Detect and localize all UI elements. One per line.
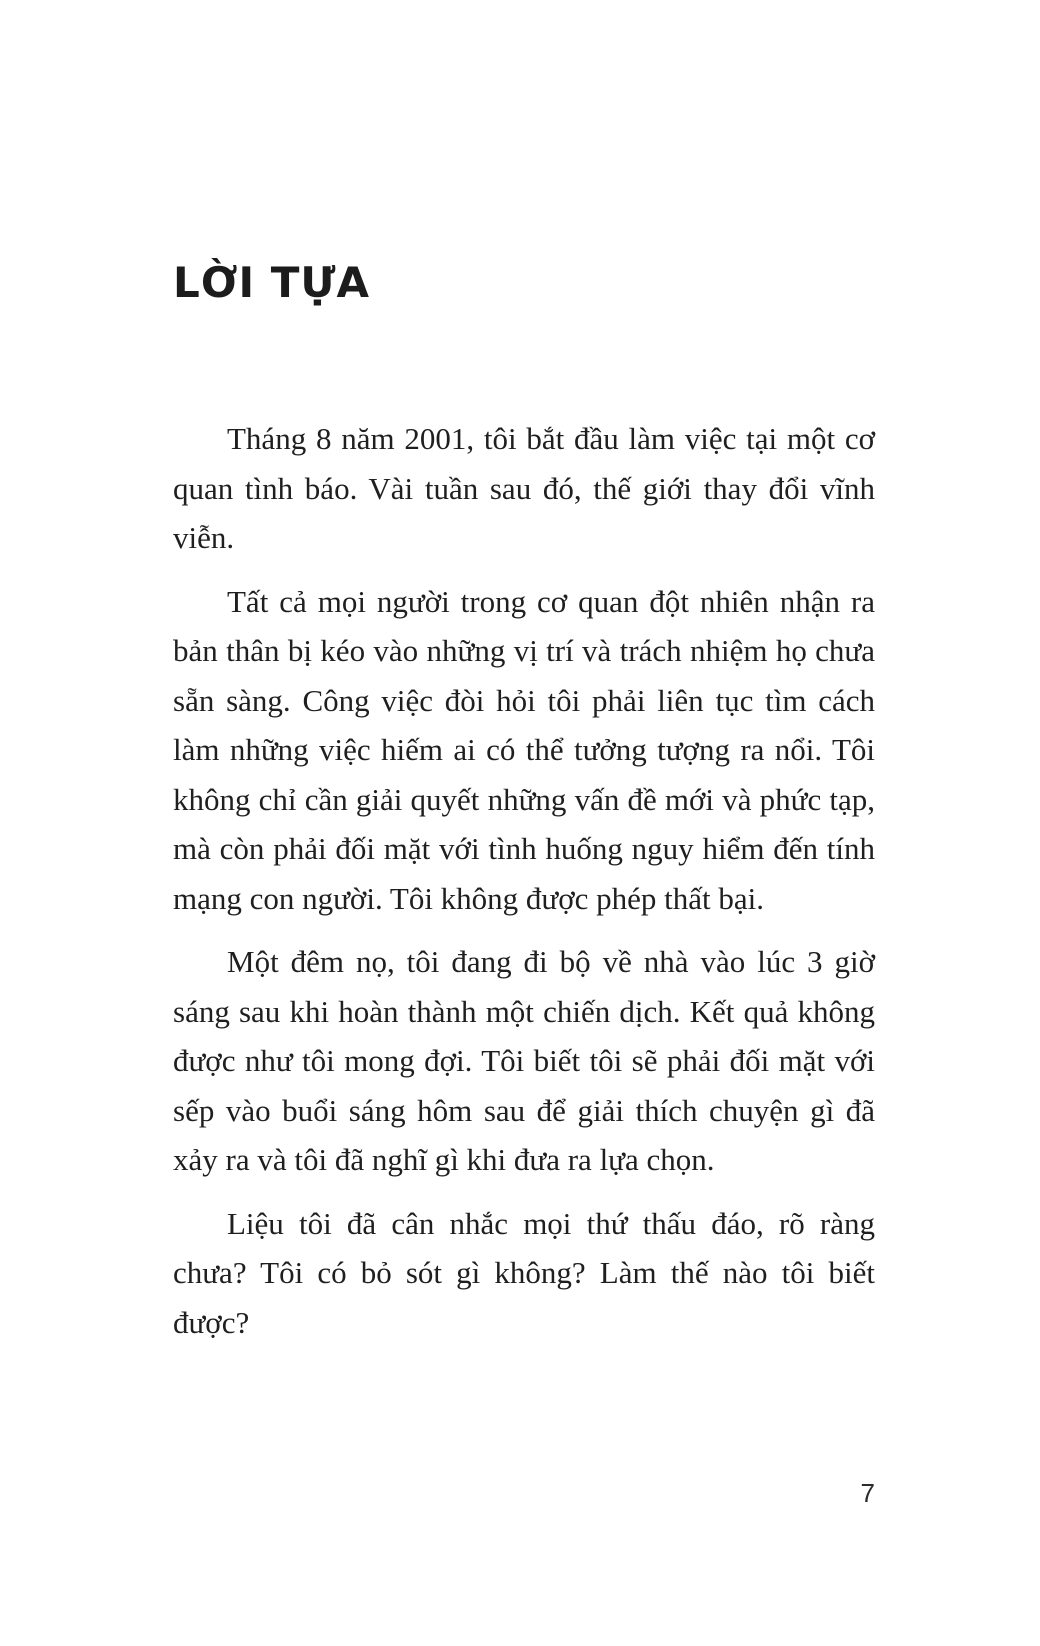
paragraph: Tất cả mọi người trong cơ quan đột nhiên nhận ra bản thân bị kéo vào những vị trí và trách nhiệm họ chưa sẵn sàng. Công việc đòi hỏi tôi phải liên tục tìm cách làm những việc hiếm ai có thể tưởng tượng ra nổi. Tôi không chỉ cần giải quyết những vấn đề mới và phức tạp, mà còn phải đối mặt với tình huống nguy hiểm đến tính mạng con người. Tôi không được phép thất bại. bbox=[173, 583, 875, 916]
paragraph: Liệu tôi đã cân nhắc mọi thứ thấu đáo, rõ ràng chưa? Tôi có bỏ sót gì không? Làm thế nào tôi biết được? bbox=[173, 1205, 875, 1340]
page-number: 7 bbox=[860, 1478, 875, 1508]
paragraph: Một đêm nọ, tôi đang đi bộ về nhà vào lúc 3 giờ sáng sau khi hoàn thành một chiến dịch. Kết quả không được như tôi mong đợi. Tôi biết tôi sẽ phải đối mặt với sếp vào buổi sáng hôm sau để giải thích chuyện gì đã xảy ra và tôi đã nghĩ gì khi đưa ra lựa chọn. bbox=[173, 944, 875, 1177]
body-text bbox=[173, 414, 875, 1361]
paragraph: Tháng 8 năm 2001, tôi bắt đầu làm việc tại một cơ quan tình báo. Vài tuần sau đó, thế giới thay đổi vĩnh viễn. bbox=[173, 421, 875, 555]
chapter-title: LỜI TỰA bbox=[173, 258, 370, 307]
